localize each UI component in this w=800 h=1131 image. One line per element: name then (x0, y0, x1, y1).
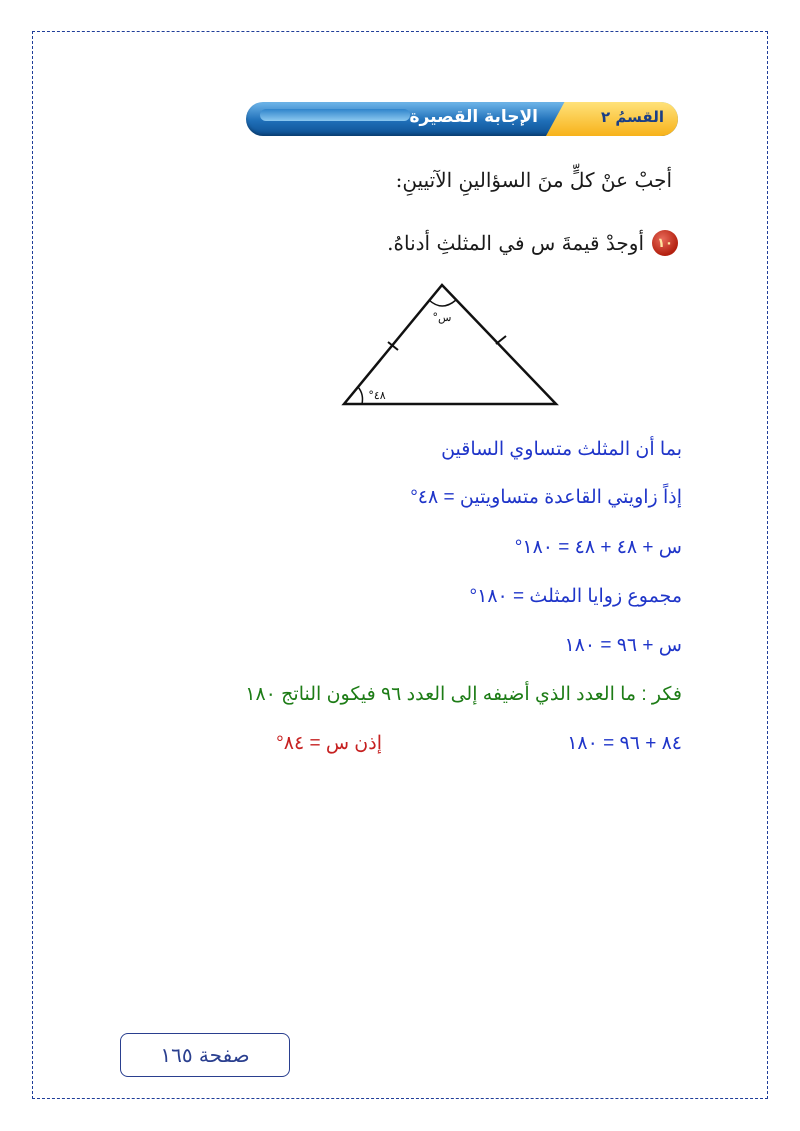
solution-line-3: س + ٤٨ + ٤٨ = ١٨٠° (514, 537, 682, 558)
triangle-outline (344, 285, 556, 404)
solution-line-1: بما أن المثلث متساوي الساقين (441, 439, 682, 460)
section-banner (246, 98, 678, 140)
instructions-text: أجبْ عنْ كلٍّ منَ السؤالينِ الآتيينِ: (395, 168, 672, 192)
solution-line-5: س + ٩٦ = ١٨٠ (564, 635, 682, 656)
question-number-badge: ١٠ (652, 230, 678, 256)
tick-mark-right (496, 336, 506, 344)
solution-line-4: مجموع زوايا المثلث = ١٨٠° (469, 586, 682, 607)
solution-line-2: إذاً زاويتي القاعدة متساويتين = ٤٨° (410, 487, 682, 508)
base-angle-arc (358, 387, 363, 404)
banner-highlight (260, 109, 410, 121)
question-text: أوجدْ قيمةَ س في المثلثِ أدناهُ. (387, 231, 644, 255)
banner-section-label: القسمُ ٢ (601, 108, 664, 126)
page-number-label: صفحة ١٦٥ (120, 1033, 290, 1077)
base-angle-label: °٤٨ (368, 389, 386, 402)
top-angle-arc (429, 300, 456, 306)
isosceles-triangle-figure (336, 280, 564, 412)
solution-line-6: فكر : ما العدد الذي أضيفه إلى العدد ٩٦ فيكون الناتج ١٨٠ (245, 684, 682, 705)
solution-answer: إذن س = ٨٤° (276, 733, 382, 754)
solution-equation: ٨٤ + ٩٦ = ١٨٠ (567, 733, 682, 754)
question-10 (387, 230, 678, 256)
banner-title: الإجابة القصيرة (409, 107, 538, 127)
top-angle-label: س° (432, 311, 452, 324)
